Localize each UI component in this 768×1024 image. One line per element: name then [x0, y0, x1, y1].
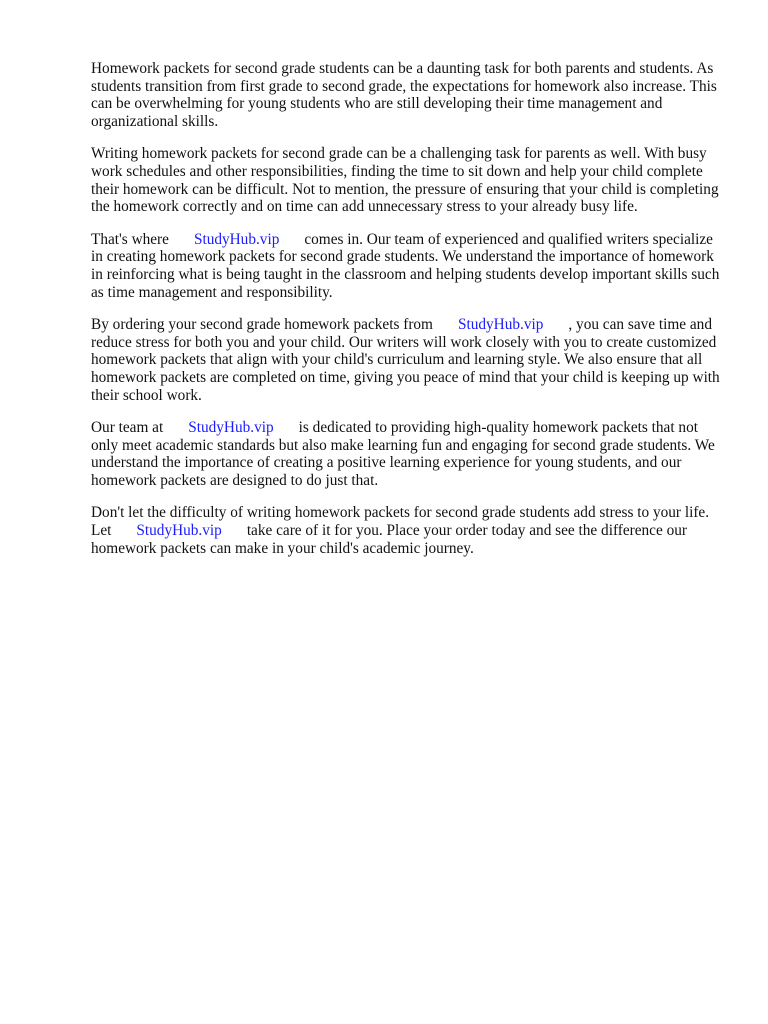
paragraph-text: take care of it for you. Place your order today and see the difference our homework packets can make in your child's academic journey.	[91, 522, 687, 557]
paragraph-thats-where	[91, 231, 724, 301]
paragraph-text: is dedicated to providing high-quality homework packets that not only meet academic standards but also make learning fun and engaging for second grade students. We understand the importance of creating a positive learning experience for young students, and our homework packets are designed to do just that.	[91, 419, 715, 489]
paragraph-text: Homework packets for second grade students can be a daunting task for both parents and students. As students transition from first grade to second grade, the expectations for homework also increase. This can be overwhelming for young students who are still developing their time management and organizational skills.	[91, 60, 717, 130]
paragraph-our-team	[91, 419, 724, 489]
paragraph-ordering	[91, 316, 724, 404]
paragraph-text: By ordering your second grade homework packets from	[91, 316, 433, 334]
paragraph-text: Our team at	[91, 419, 164, 437]
paragraph-text: That's where	[91, 230, 169, 248]
paragraph-text: , you can save time and reduce stress for both you and your child. Our writers will work closely with you to create customized homework packets that align with your child's curriculum and learning style. We also ensure that all homework packets are completed on time, giving you peace of mind that your child is keeping up with their school work.	[91, 316, 720, 404]
studyhub-link[interactable]: StudyHub.vip	[188, 419, 274, 437]
paragraph-call-to-action	[91, 504, 724, 557]
paragraph-text: Writing homework packets for second grade can be a challenging task for parents as well. With busy work schedules and other responsibilities, finding the time to sit down and help your child complete their homework can be difficult. Not to mention, the pressure of ensuring that your child is completing the homework correctly and on time can add unnecessary stress to your already busy life.	[91, 145, 719, 216]
paragraph-intro	[91, 60, 724, 130]
paragraph-parents-challenge	[91, 145, 724, 215]
paragraph-text: Don't let the difficulty of writing homework packets for second grade students add stress to your life. Let	[91, 504, 710, 540]
studyhub-link[interactable]: StudyHub.vip	[136, 522, 222, 540]
paragraph-text: comes in. Our team of experienced and qualified writers specialize in creating homework packets for second grade students. We understand the importance of homework in reinforcing what is being taught in the classroom and helping students develop important skills such as time management and responsibility.	[91, 230, 720, 301]
studyhub-link[interactable]: StudyHub.vip	[193, 230, 280, 248]
studyhub-link[interactable]: StudyHub.vip	[457, 316, 544, 334]
